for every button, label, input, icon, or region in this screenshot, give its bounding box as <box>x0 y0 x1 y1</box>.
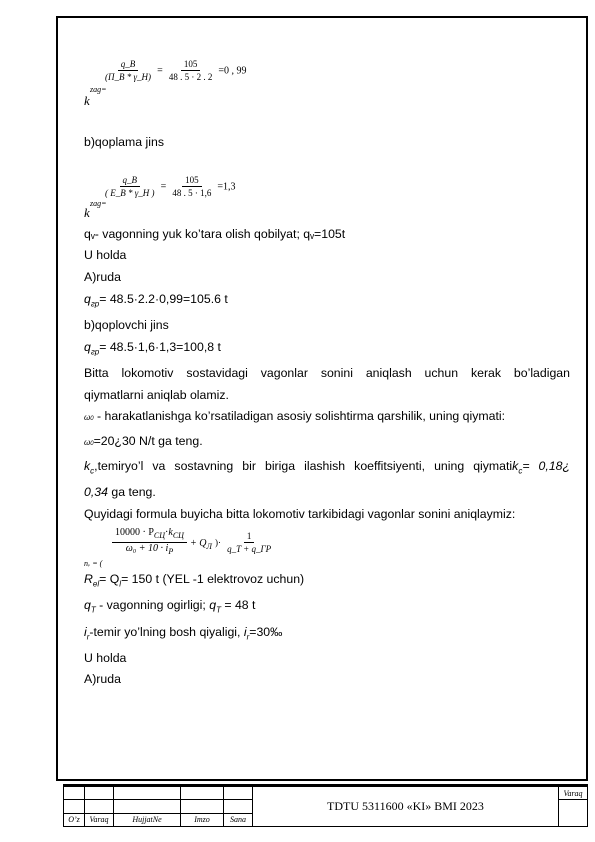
line-b-qoplovchi: b)qoplovchi jins <box>84 317 169 332</box>
line-a-ruda: A)ruda <box>84 270 121 285</box>
formula-k-zag-jins: zag= k $\frac{q\_B}{( E\_B * \gamma\_H )}$ = $\frac{105}{48 . 5 \cdot 1,6}$ =1,3 <box>84 174 236 220</box>
col-imzo: Imzo <box>181 813 224 826</box>
line-kc: $k_c,temiryo’l$ va sostavning bir biriga ilashish koeffitsiyenti, uning qiymatik$_c$= 0,18¿ <box>84 458 571 476</box>
line-u-holda: U holda <box>84 248 127 263</box>
formula-nv: nᵥ = ( $\frac{10000 \cdot P_{СЦ}\cdot k_{СЦ}}{\omega_0 + 10 \cdot i_Р}$ + $Q_Л$ )· $\frac{1}{q\_T + q\_ГР}$ <box>84 527 272 569</box>
para-bitta: Bitta lokomotiv sostavidagi vagonlar sonini aniqlash uchun kerak bo’ladigan <box>84 365 570 380</box>
title-block-title: TDTU 5311600 «KI» BMI 2023 <box>253 787 559 827</box>
formula-sub: zag= <box>90 85 107 94</box>
line-ir: $i_r$-temir yo’lning bosh qiyaligi, $i_r=30‰$ <box>84 624 283 641</box>
line-qv: qᵥ- vagonning yuk ko’tara olish qobilyat; qᵥ=105t <box>84 226 346 241</box>
formula-lhs: k <box>84 93 90 108</box>
formula-k-zag-ruda: zag= k $\frac{q\_B}{(\Pi\_B * \gamma\_H)}$ = $\frac{105}{48 . 5 \cdot 2 . 2}$ =0 , 99 <box>84 30 570 96</box>
formula-frac-main: $\frac{q\_B}{(\Pi\_B * \gamma\_H)}$ <box>105 59 152 82</box>
document-body <box>84 30 570 691</box>
formula-result: =0 , 99 <box>218 65 247 77</box>
line-omega-val: ω0=20¿30 N/t ga teng. <box>84 433 203 448</box>
para-qiymat: qiymatlarni aniqlab olamiz. <box>84 387 229 402</box>
line-omega-desc: ω0 - harakatlanishga ko’rsatiladigan asosiy solishtirma qarshilik, uning qiymati: <box>84 409 506 424</box>
title-block-varaq: Varaq <box>559 787 588 800</box>
line-u-holda-2: U holda <box>84 650 127 665</box>
line-kc-end: 0,34 ga teng. <box>84 484 156 499</box>
formula-frac-values: $\frac{105}{48 . 5 \cdot 2 . 2}$ <box>168 59 213 82</box>
line-a-ruda-2: A)ruda <box>84 672 121 687</box>
col-oz: O’z <box>64 813 85 826</box>
col-varaq: Varaq <box>85 813 114 826</box>
line-quyidagi: Quyidagi formula buyicha bitta lokomotiv tarkibidagi vagonlar sonini aniqlaymiz: <box>84 506 516 521</box>
col-sana: Sana <box>224 813 253 826</box>
line-qgr-jins: $q_{гр}= 48.5\cdot 1,6\cdot 1,3=100,8$ t <box>84 339 221 357</box>
line-qt: $q_T$ - vagonning ogirligi; $q_T = 48$ t <box>84 598 256 615</box>
col-hujjat: HujjatNe <box>114 813 181 826</box>
heading-qoplama-jins: b)qoplama jins <box>84 135 164 149</box>
title-block-page-number <box>559 800 588 827</box>
title-block <box>63 784 588 827</box>
line-rel: $R_{el}= Q_l= 150$ t (YEL -1 elektrovoz uchun) <box>84 572 305 589</box>
line-qgr-ruda: $q_{гр}= 48.5\cdot 2.2\cdot 0,99=105.6$ t <box>84 291 228 309</box>
